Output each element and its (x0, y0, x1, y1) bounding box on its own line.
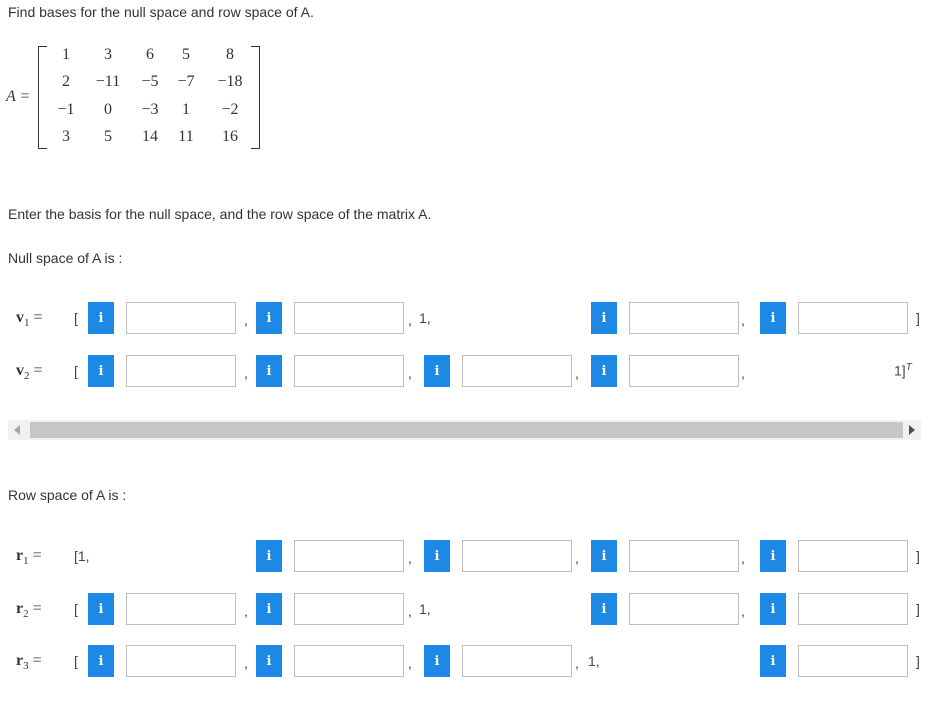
open-bracket: [ (74, 653, 78, 669)
question-text: Find bases for the null space and row space of A. (8, 4, 314, 20)
v1-entry-4[interactable] (629, 302, 739, 334)
matrix-cell: −2 (221, 101, 239, 118)
close-bracket: 1]$^T$ (894, 362, 912, 379)
separator: , (244, 603, 248, 619)
v2-entry-4[interactable] (629, 355, 739, 387)
horizontal-scrollbar[interactable] (8, 420, 921, 440)
matrix-cell: 3 (104, 46, 112, 63)
matrix-cell: −18 (217, 73, 243, 90)
vector-label: $r_3$ = (16, 652, 42, 673)
separator: , (575, 655, 579, 671)
matrix-cell: 5 (182, 46, 190, 63)
matrix-cell: 8 (226, 46, 234, 63)
info-icon[interactable]: i (88, 302, 114, 334)
v2-entry-2[interactable] (294, 355, 404, 387)
matrix-cell: 16 (222, 128, 238, 145)
matrix-label: A = (6, 88, 31, 105)
scroll-right-arrow-icon[interactable] (909, 425, 915, 435)
matrix-cell: −5 (141, 73, 159, 90)
matrix-cell: 11 (178, 128, 194, 145)
separator: , (244, 365, 248, 381)
matrix-cell: 3 (62, 128, 70, 145)
open-bracket: [ (74, 310, 78, 326)
r1-entry-3[interactable] (462, 540, 572, 572)
info-icon[interactable]: i (88, 593, 114, 625)
open-bracket: [1, (74, 548, 90, 564)
r3-entry-2[interactable] (294, 645, 404, 677)
matrix-cell: 0 (104, 101, 112, 118)
separator: , (575, 550, 579, 566)
row-space-label: Row space of A is : (8, 487, 127, 503)
info-icon[interactable]: i (591, 302, 617, 334)
close-bracket: ] (916, 548, 920, 564)
info-icon[interactable]: i (591, 593, 617, 625)
info-icon[interactable]: i (424, 540, 450, 572)
r1-entry-4[interactable] (629, 540, 739, 572)
open-bracket: [ (74, 363, 78, 379)
fixed-entry: 1, (419, 601, 431, 617)
matrix-cell: −7 (177, 73, 195, 90)
separator: , (408, 603, 412, 619)
separator: , (408, 312, 412, 328)
r2-entry-5[interactable] (798, 593, 908, 625)
info-icon[interactable]: i (760, 302, 786, 334)
v2-entry-1[interactable] (126, 355, 236, 387)
info-icon[interactable]: i (591, 355, 617, 387)
info-icon[interactable]: i (88, 355, 114, 387)
separator: , (244, 655, 248, 671)
r2-entry-1[interactable] (126, 593, 236, 625)
separator: , (244, 312, 248, 328)
vector-label: $v_1$ = (16, 309, 43, 330)
matrix-cell: −11 (95, 73, 121, 90)
info-icon[interactable]: i (424, 355, 450, 387)
info-icon[interactable]: i (760, 540, 786, 572)
info-icon[interactable]: i (256, 645, 282, 677)
r2-entry-4[interactable] (629, 593, 739, 625)
close-bracket: ] (916, 653, 920, 669)
v2-entry-3[interactable] (462, 355, 572, 387)
v1-entry-5[interactable] (798, 302, 908, 334)
matrix-cell: 5 (104, 128, 112, 145)
matrix-cell: 1 (62, 46, 70, 63)
info-icon[interactable]: i (760, 645, 786, 677)
separator: , (741, 312, 745, 328)
matrix-cell: 1 (182, 101, 190, 118)
separator: , (408, 655, 412, 671)
r3-entry-1[interactable] (126, 645, 236, 677)
v1-entry-1[interactable] (126, 302, 236, 334)
matrix-cell: 6 (146, 46, 154, 63)
info-icon[interactable]: i (424, 645, 450, 677)
open-bracket: [ (74, 601, 78, 617)
close-bracket: ] (916, 601, 920, 617)
r1-entry-2[interactable] (294, 540, 404, 572)
fixed-entry: 1, (419, 310, 431, 326)
null-space-label: Null space of A is : (8, 250, 123, 266)
info-icon[interactable]: i (256, 355, 282, 387)
separator: , (408, 550, 412, 566)
r1-entry-5[interactable] (798, 540, 908, 572)
matrix-cell: 2 (62, 73, 70, 90)
close-bracket: ] (916, 310, 920, 326)
separator: , (575, 365, 579, 381)
v1-entry-2[interactable] (294, 302, 404, 334)
scrollbar-thumb[interactable] (30, 422, 903, 438)
separator: , (741, 550, 745, 566)
vector-label: $v_2$ = (16, 362, 43, 383)
r3-entry-3[interactable] (462, 645, 572, 677)
matrix-cell: 14 (142, 128, 158, 145)
info-icon[interactable]: i (88, 645, 114, 677)
separator: , (741, 365, 745, 381)
vector-label: $r_2$ = (16, 600, 42, 621)
separator: , (408, 365, 412, 381)
vector-label: $r_1$ = (16, 547, 42, 568)
instruction-text: Enter the basis for the null space, and the row space of the matrix A. (8, 206, 432, 222)
info-icon[interactable]: i (591, 540, 617, 572)
matrix-cell: −3 (141, 101, 159, 118)
info-icon[interactable]: i (256, 593, 282, 625)
info-icon[interactable]: i (256, 302, 282, 334)
matrix-cell: −1 (57, 101, 75, 118)
scroll-left-arrow-icon[interactable] (14, 425, 20, 435)
fixed-entry: 1, (588, 653, 600, 669)
info-icon[interactable]: i (760, 593, 786, 625)
r2-entry-2[interactable] (294, 593, 404, 625)
matrix-right-bracket (251, 46, 260, 149)
info-icon[interactable]: i (256, 540, 282, 572)
separator: , (741, 603, 745, 619)
r3-entry-5[interactable] (798, 645, 908, 677)
